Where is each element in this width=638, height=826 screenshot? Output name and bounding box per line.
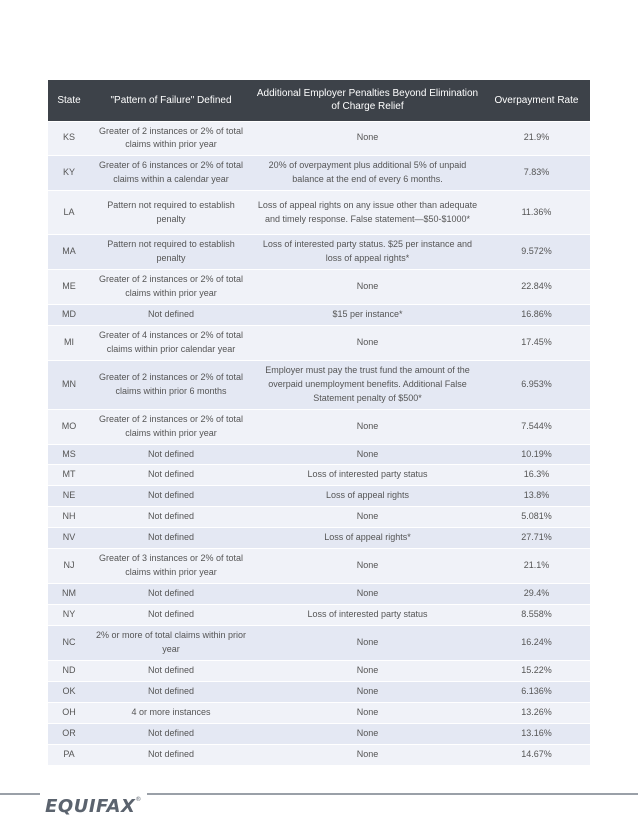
table-row [48,121,590,156]
cell-pattern: Pattern not required to establish penalty [90,191,252,235]
table-row [48,507,590,528]
cell-penalties: Loss of appeal rights* [252,528,483,549]
cell-pattern: Not defined [90,528,252,549]
equifax-logo [40,786,147,826]
cell-pattern: 2% or more of total claims within prior year [90,625,252,660]
cell-pattern: Not defined [90,660,252,681]
cell-penalties: None [252,549,483,584]
cell-pattern: Not defined [90,723,252,744]
logo-text: EQUIFAX [45,795,136,817]
cell-rate: 13.16% [483,723,590,744]
cell-pattern: Greater of 6 instances or 2% of total claims within a calendar year [90,156,252,191]
table-row [48,305,590,326]
cell-rate: 6.953% [483,360,590,409]
cell-penalties: Loss of appeal rights on any issue other than adequate and timely response. False statement—$50-$1000* [252,191,483,235]
cell-penalties: None [252,270,483,305]
cell-penalties: None [252,325,483,360]
cell-penalties: None [252,681,483,702]
cell-state: ME [48,270,90,305]
cell-pattern: Not defined [90,444,252,465]
cell-pattern: Greater of 4 instances or 2% of total claims within prior calendar year [90,325,252,360]
cell-penalties: None [252,625,483,660]
cell-penalties: Loss of appeal rights [252,486,483,507]
cell-pattern: Not defined [90,584,252,605]
cell-penalties: None [252,444,483,465]
cell-state: OK [48,681,90,702]
table-row [48,360,590,409]
table-row [48,681,590,702]
registered-mark: ® [135,795,142,803]
cell-state: NM [48,584,90,605]
cell-rate: 16.86% [483,305,590,326]
cell-pattern: Not defined [90,486,252,507]
state-penalties-table-container [48,80,590,765]
table-row [48,660,590,681]
header-pattern-of-failure: "Pattern of Failure" Defined [110,94,232,106]
table-row [48,744,590,764]
cell-pattern: Not defined [90,744,252,764]
cell-state: NV [48,528,90,549]
cell-pattern: Greater of 2 instances or 2% of total claims within prior year [90,409,252,444]
cell-state: NE [48,486,90,507]
cell-penalties: Loss of interested party status [252,465,483,486]
cell-rate: 6.136% [483,681,590,702]
table-row [48,270,590,305]
cell-state: NC [48,625,90,660]
table-row [48,486,590,507]
cell-penalties: $15 per instance* [252,305,483,326]
cell-rate: 11.36% [483,191,590,235]
cell-pattern: Not defined [90,305,252,326]
cell-pattern: Pattern not required to establish penalty [90,235,252,270]
cell-penalties: Loss of interested party status [252,605,483,626]
cell-state: NJ [48,549,90,584]
cell-state: OH [48,702,90,723]
cell-rate: 17.45% [483,325,590,360]
cell-rate: 5.081% [483,507,590,528]
cell-pattern: Not defined [90,465,252,486]
cell-pattern: Not defined [90,507,252,528]
table-row [48,723,590,744]
cell-state: MS [48,444,90,465]
cell-state: MN [48,360,90,409]
cell-rate: 27.71% [483,528,590,549]
cell-pattern: Greater of 3 instances or 2% of total claims within prior year [90,549,252,584]
cell-rate: 21.1% [483,549,590,584]
table-row [48,584,590,605]
table-row [48,444,590,465]
header-row [48,80,590,121]
table-header [48,80,590,121]
table-row [48,702,590,723]
cell-rate: 29.4% [483,584,590,605]
cell-penalties: None [252,702,483,723]
state-penalties-table [48,80,590,765]
table-row [48,409,590,444]
cell-state: KS [48,121,90,156]
cell-penalties: Loss of interested party status. $25 per instance and loss of appeal rights* [252,235,483,270]
cell-rate: 21.9% [483,121,590,156]
table-row [48,156,590,191]
cell-rate: 7.83% [483,156,590,191]
cell-rate: 15.22% [483,660,590,681]
table-row [48,191,590,235]
cell-state: NH [48,507,90,528]
cell-pattern: Greater of 2 instances or 2% of total claims within prior 6 months [90,360,252,409]
cell-rate: 14.67% [483,744,590,764]
cell-state: OR [48,723,90,744]
logo-wordmark [45,796,142,817]
cell-rate: 7.544% [483,409,590,444]
cell-pattern: Greater of 2 instances or 2% of total claims within prior year [90,121,252,156]
cell-rate: 9.572% [483,235,590,270]
table-row [48,325,590,360]
cell-rate: 13.26% [483,702,590,723]
cell-rate: 8.558% [483,605,590,626]
cell-pattern: Greater of 2 instances or 2% of total claims within prior year [90,270,252,305]
table-row [48,549,590,584]
cell-state: MT [48,465,90,486]
cell-pattern: 4 or more instances [90,702,252,723]
cell-penalties: None [252,723,483,744]
cell-rate: 16.3% [483,465,590,486]
cell-state: MI [48,325,90,360]
table-row [48,625,590,660]
header-state: State [57,94,81,106]
cell-pattern: Not defined [90,681,252,702]
cell-state: MO [48,409,90,444]
cell-penalties: 20% of overpayment plus additional 5% of unpaid balance at the end of every 6 months. [252,156,483,191]
cell-penalties: None [252,507,483,528]
table-row [48,528,590,549]
cell-pattern: Not defined [90,605,252,626]
cell-state: NY [48,605,90,626]
cell-penalties: None [252,584,483,605]
cell-rate: 22.84% [483,270,590,305]
cell-state: ND [48,660,90,681]
cell-penalties: None [252,409,483,444]
table-row [48,465,590,486]
header-overpayment-rate: Overpayment Rate [494,94,579,106]
table-row [48,605,590,626]
cell-penalties: None [252,121,483,156]
cell-penalties: None [252,660,483,681]
header-additional-penalties: Additional Employer Penalties Beyond Elimination of Charge Relief [256,88,479,113]
cell-rate: 13.8% [483,486,590,507]
cell-penalties: Employer must pay the trust fund the amount of the overpaid unemployment benefits. Additional False Statement penalty of $500* [252,360,483,409]
table-row [48,235,590,270]
cell-state: PA [48,744,90,764]
cell-rate: 10.19% [483,444,590,465]
cell-penalties: None [252,744,483,764]
cell-state: MD [48,305,90,326]
cell-rate: 16.24% [483,625,590,660]
cell-state: KY [48,156,90,191]
cell-state: MA [48,235,90,270]
table-body [48,121,590,765]
cell-state: LA [48,191,90,235]
